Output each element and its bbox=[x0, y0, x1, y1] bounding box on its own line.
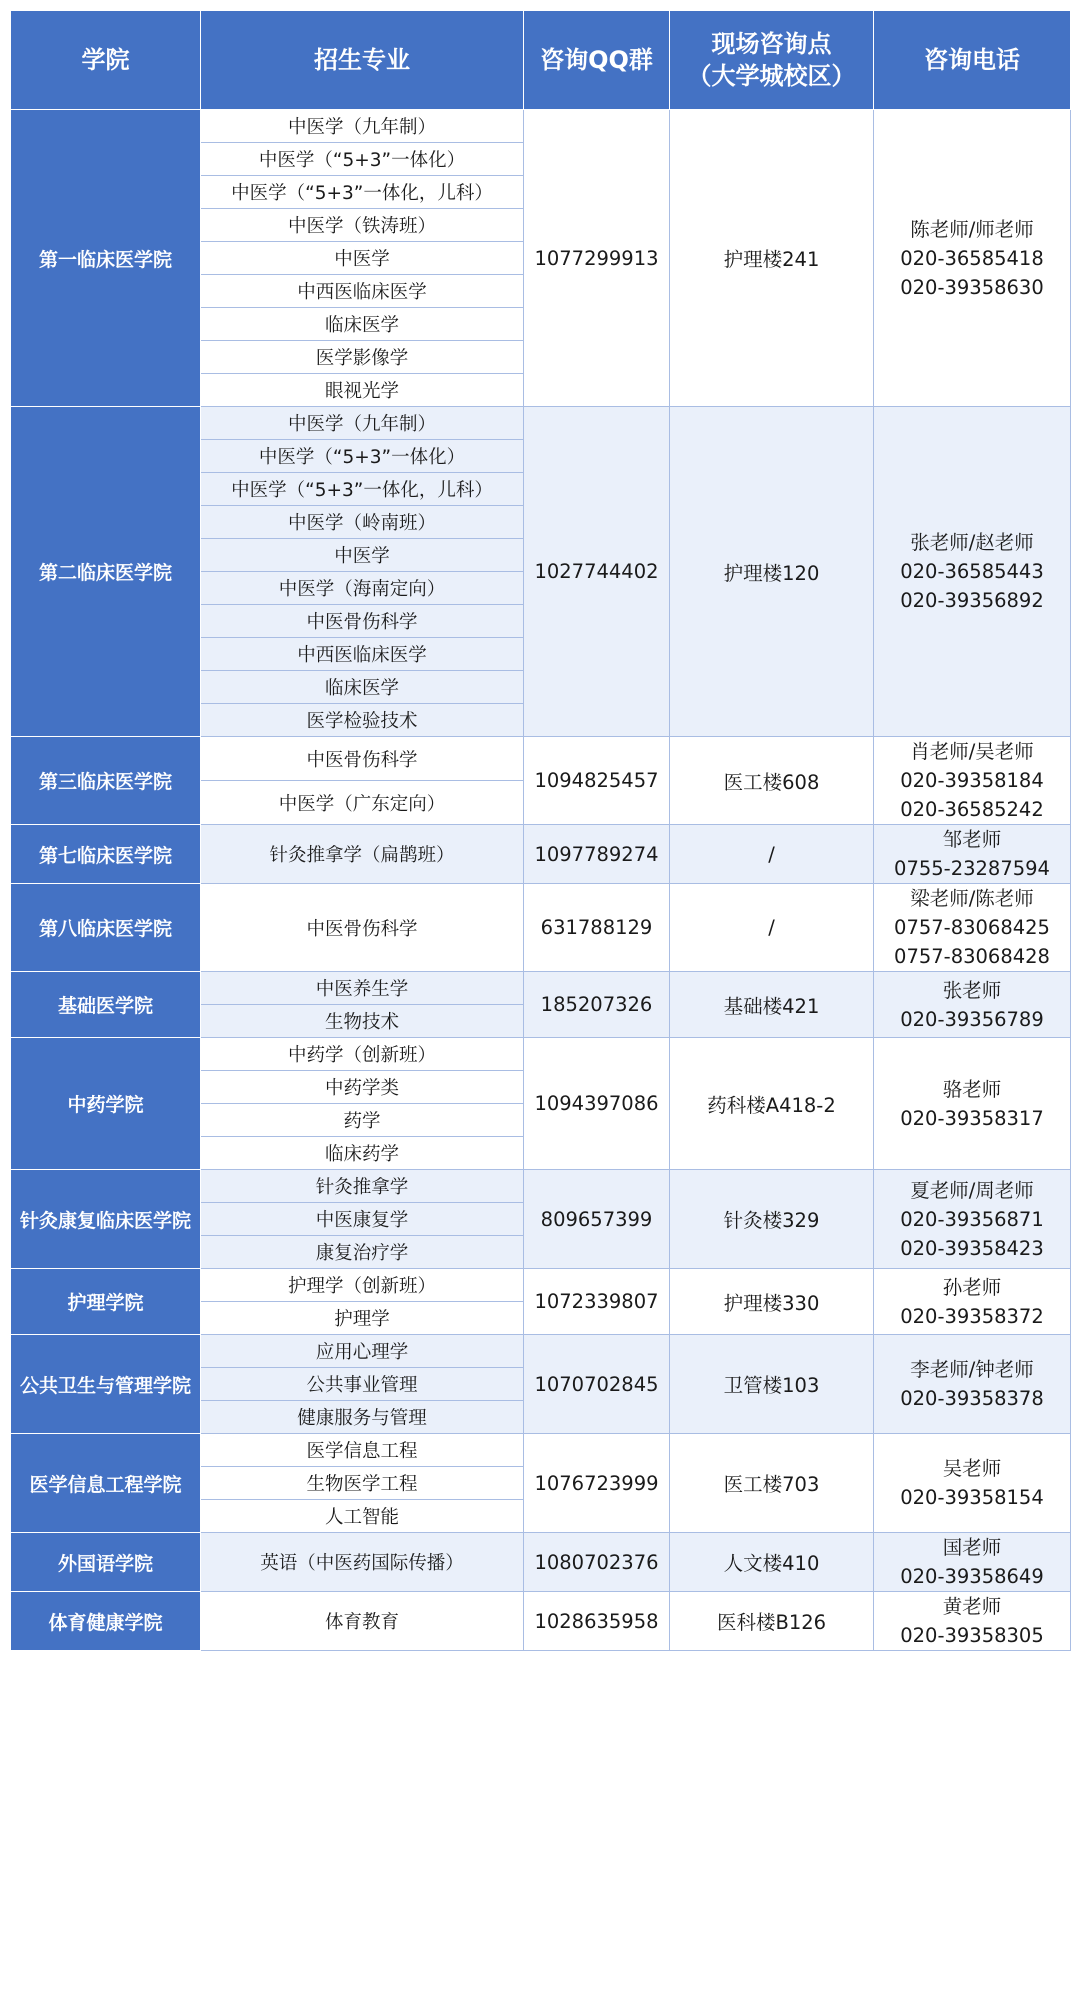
admissions-table-container bbox=[10, 10, 1070, 1988]
qq-group-number: 1097789274 bbox=[524, 825, 670, 884]
contact-teacher: 黄老师 bbox=[942, 1595, 1002, 1618]
major-name: 医学检验技术 bbox=[201, 704, 524, 737]
major-name: 中医骨伤科学 bbox=[201, 737, 524, 781]
table-row bbox=[11, 737, 1071, 781]
contact-phone: 020-36585443 bbox=[900, 560, 1044, 583]
table-row bbox=[11, 1269, 1071, 1302]
major-name: 中医学（“5+3”一体化） bbox=[201, 143, 524, 176]
contact-teacher: 李老师/钟老师 bbox=[910, 1358, 1034, 1381]
table-row bbox=[11, 972, 1071, 1005]
consultation-site: 医工楼703 bbox=[670, 1434, 874, 1533]
major-name: 护理学（创新班） bbox=[201, 1269, 524, 1302]
qq-group-number: 1094397086 bbox=[524, 1038, 670, 1170]
college-name: 第一临床医学院 bbox=[11, 110, 201, 407]
header-phone: 咨询电话 bbox=[874, 11, 1071, 110]
major-name: 中药学（创新班） bbox=[201, 1038, 524, 1071]
contact-teacher: 梁老师/陈老师 bbox=[910, 887, 1034, 910]
qq-group-number: 1077299913 bbox=[524, 110, 670, 407]
contact-info bbox=[874, 1434, 1071, 1533]
consultation-site: 医科楼B126 bbox=[670, 1592, 874, 1651]
admissions-consultation-table bbox=[10, 10, 1071, 1651]
major-name: 英语（中医药国际传播） bbox=[201, 1533, 524, 1592]
major-name: 医学影像学 bbox=[201, 341, 524, 374]
major-name: 眼视光学 bbox=[201, 374, 524, 407]
header-major: 招生专业 bbox=[201, 11, 524, 110]
consultation-site: 医工楼608 bbox=[670, 737, 874, 825]
contact-teacher: 国老师 bbox=[942, 1536, 1002, 1559]
major-name: 体育教育 bbox=[201, 1592, 524, 1651]
college-name: 护理学院 bbox=[11, 1269, 201, 1335]
table-row bbox=[11, 1335, 1071, 1368]
contact-info bbox=[874, 110, 1071, 407]
table-body bbox=[11, 110, 1071, 1651]
major-name: 康复治疗学 bbox=[201, 1236, 524, 1269]
contact-phone: 0757-83068425 bbox=[894, 916, 1050, 939]
contact-phone: 020-39358154 bbox=[900, 1486, 1044, 1509]
college-name: 医学信息工程学院 bbox=[11, 1434, 201, 1533]
consultation-site: 药科楼A418-2 bbox=[670, 1038, 874, 1170]
college-name: 第八临床医学院 bbox=[11, 884, 201, 972]
major-name: 护理学 bbox=[201, 1302, 524, 1335]
major-name: 人工智能 bbox=[201, 1500, 524, 1533]
contact-teacher: 张老师 bbox=[942, 978, 1002, 1002]
major-name: 中医学（海南定向） bbox=[201, 572, 524, 605]
major-name: 针灸推拿学（扁鹊班） bbox=[201, 825, 524, 884]
major-name: 中医学 bbox=[201, 242, 524, 275]
consultation-site: 卫管楼103 bbox=[670, 1335, 874, 1434]
contact-info bbox=[874, 1269, 1071, 1335]
header-qq: 咨询QQ群 bbox=[524, 11, 670, 110]
table-row bbox=[11, 407, 1071, 440]
consultation-site: 人文楼410 bbox=[670, 1533, 874, 1592]
contact-phone: 020-39356892 bbox=[900, 589, 1044, 612]
contact-phone: 0757-83068428 bbox=[894, 945, 1050, 968]
table-row bbox=[11, 1533, 1071, 1592]
major-name: 生物技术 bbox=[201, 1005, 524, 1038]
consultation-site: 护理楼330 bbox=[670, 1269, 874, 1335]
consultation-site: 护理楼120 bbox=[670, 407, 874, 737]
consultation-site: 护理楼241 bbox=[670, 110, 874, 407]
table-row bbox=[11, 1434, 1071, 1467]
major-name: 临床医学 bbox=[201, 671, 524, 704]
major-name: 中医骨伤科学 bbox=[201, 884, 524, 972]
table-row bbox=[11, 1038, 1071, 1071]
contact-phone: 020-39358649 bbox=[900, 1565, 1044, 1588]
contact-phone: 020-39358305 bbox=[900, 1624, 1044, 1647]
table-row bbox=[11, 1170, 1071, 1203]
major-name: 中药学类 bbox=[201, 1071, 524, 1104]
contact-phone: 020-39358378 bbox=[900, 1387, 1044, 1410]
major-name: 中西医临床医学 bbox=[201, 638, 524, 671]
major-name: 中医学（九年制） bbox=[201, 110, 524, 143]
contact-info bbox=[874, 1038, 1071, 1170]
table-row bbox=[11, 825, 1071, 884]
major-name: 针灸推拿学 bbox=[201, 1170, 524, 1203]
major-name: 中医学（“5+3”一体化，儿科） bbox=[201, 473, 524, 506]
major-name: 公共事业管理 bbox=[201, 1368, 524, 1401]
college-name: 公共卫生与管理学院 bbox=[11, 1335, 201, 1434]
consultation-site: / bbox=[670, 884, 874, 972]
qq-group-number: 1028635958 bbox=[524, 1592, 670, 1651]
contact-phone: 0755-23287594 bbox=[894, 857, 1050, 880]
major-name: 中医骨伤科学 bbox=[201, 605, 524, 638]
header-site bbox=[670, 11, 874, 110]
major-name: 中医学（九年制） bbox=[201, 407, 524, 440]
contact-teacher: 邹老师 bbox=[942, 828, 1002, 851]
header-site-line1: 现场咨询点 bbox=[711, 30, 832, 58]
table-row bbox=[11, 884, 1071, 972]
major-name: 中医学 bbox=[201, 539, 524, 572]
qq-group-number: 631788129 bbox=[524, 884, 670, 972]
college-name: 基础医学院 bbox=[11, 972, 201, 1038]
contact-info bbox=[874, 1335, 1071, 1434]
contact-info bbox=[874, 737, 1071, 825]
contact-teacher: 骆老师 bbox=[942, 1077, 1002, 1101]
contact-phone: 020-39356871 bbox=[900, 1207, 1044, 1231]
contact-phone: 020-36585418 bbox=[900, 246, 1044, 270]
qq-group-number: 1076723999 bbox=[524, 1434, 670, 1533]
qq-group-number: 1070702845 bbox=[524, 1335, 670, 1434]
contact-phone: 020-39358184 bbox=[900, 769, 1044, 792]
contact-phone: 020-39356789 bbox=[900, 1007, 1044, 1031]
contact-phone: 020-39358372 bbox=[900, 1304, 1044, 1328]
contact-info bbox=[874, 1170, 1071, 1269]
college-name: 针灸康复临床医学院 bbox=[11, 1170, 201, 1269]
major-name: 临床医学 bbox=[201, 308, 524, 341]
header-college: 学院 bbox=[11, 11, 201, 110]
major-name: 中医学（铁涛班） bbox=[201, 209, 524, 242]
qq-group-number: 1094825457 bbox=[524, 737, 670, 825]
contact-teacher: 夏老师/周老师 bbox=[910, 1178, 1034, 1202]
contact-info bbox=[874, 407, 1071, 737]
college-name: 中药学院 bbox=[11, 1038, 201, 1170]
contact-info bbox=[874, 1592, 1071, 1651]
qq-group-number: 1080702376 bbox=[524, 1533, 670, 1592]
contact-phone: 020-39358630 bbox=[900, 275, 1044, 299]
college-name: 第三临床医学院 bbox=[11, 737, 201, 825]
major-name: 中医养生学 bbox=[201, 972, 524, 1005]
major-name: 中医学（“5+3”一体化，儿科） bbox=[201, 176, 524, 209]
contact-info bbox=[874, 972, 1071, 1038]
qq-group-number: 185207326 bbox=[524, 972, 670, 1038]
contact-teacher: 张老师/赵老师 bbox=[910, 531, 1034, 554]
table-row bbox=[11, 1592, 1071, 1651]
table-header-row bbox=[11, 11, 1071, 110]
major-name: 中医学（广东定向） bbox=[201, 781, 524, 825]
major-name: 应用心理学 bbox=[201, 1335, 524, 1368]
major-name: 医学信息工程 bbox=[201, 1434, 524, 1467]
qq-group-number: 1027744402 bbox=[524, 407, 670, 737]
major-name: 生物医学工程 bbox=[201, 1467, 524, 1500]
college-name: 外国语学院 bbox=[11, 1533, 201, 1592]
qq-group-number: 1072339807 bbox=[524, 1269, 670, 1335]
college-name: 第七临床医学院 bbox=[11, 825, 201, 884]
contact-info bbox=[874, 1533, 1071, 1592]
consultation-site: 针灸楼329 bbox=[670, 1170, 874, 1269]
header-site-line2: （大学城校区） bbox=[687, 62, 856, 90]
contact-phone: 020-39358317 bbox=[900, 1106, 1044, 1130]
contact-info bbox=[874, 884, 1071, 972]
college-name: 体育健康学院 bbox=[11, 1592, 201, 1651]
major-name: 中医康复学 bbox=[201, 1203, 524, 1236]
contact-phone: 020-39358423 bbox=[900, 1236, 1044, 1260]
contact-phone: 020-36585242 bbox=[900, 798, 1044, 821]
qq-group-number: 809657399 bbox=[524, 1170, 670, 1269]
consultation-site: 基础楼421 bbox=[670, 972, 874, 1038]
major-name: 健康服务与管理 bbox=[201, 1401, 524, 1434]
contact-teacher: 孙老师 bbox=[942, 1275, 1002, 1299]
contact-teacher: 陈老师/师老师 bbox=[910, 217, 1034, 241]
major-name: 临床药学 bbox=[201, 1137, 524, 1170]
consultation-site: / bbox=[670, 825, 874, 884]
table-row bbox=[11, 110, 1071, 143]
contact-teacher: 吴老师 bbox=[942, 1457, 1002, 1480]
major-name: 中医学（“5+3”一体化） bbox=[201, 440, 524, 473]
contact-info bbox=[874, 825, 1071, 884]
major-name: 药学 bbox=[201, 1104, 524, 1137]
major-name: 中西医临床医学 bbox=[201, 275, 524, 308]
college-name: 第二临床医学院 bbox=[11, 407, 201, 737]
contact-teacher: 肖老师/吴老师 bbox=[910, 740, 1034, 763]
major-name: 中医学（岭南班） bbox=[201, 506, 524, 539]
